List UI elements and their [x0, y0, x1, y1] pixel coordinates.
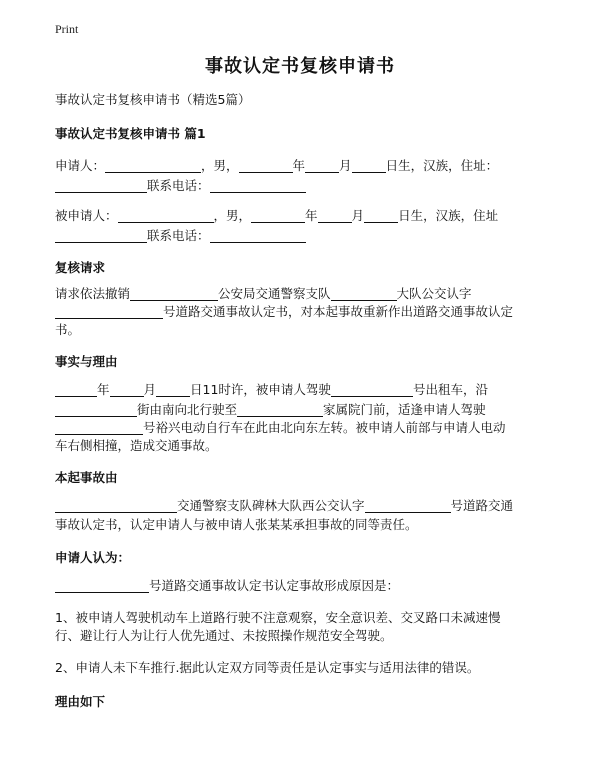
- blank-field: [365, 498, 451, 513]
- blank-field: [55, 578, 149, 593]
- blank-field: [55, 382, 97, 397]
- review-line-2: 号道路交通事故认定书，对本起事故重新作出道路交通事故认定: [55, 302, 513, 322]
- point-1-line-2: 行、避让行人为让行人优先通过、未按照操作规范安全驾驶。: [55, 628, 393, 643]
- blank-field: [331, 286, 397, 301]
- applicant-view-heading: 申请人认为：: [55, 550, 131, 565]
- blank-field: [55, 498, 177, 513]
- respondent-label: 被申请人：: [55, 208, 118, 223]
- blank-field: [352, 158, 386, 173]
- review-line-1: 请求依法撤销 公安局交通警察支队 大队公交认字: [55, 286, 472, 301]
- blank-field: [237, 402, 323, 417]
- blank-field: [210, 178, 306, 193]
- point-2-line: 2、申请人未下车推行.据此认定双方同等责任是认定事实与适用法律的错误。: [55, 660, 480, 675]
- applicant-line-2: [55, 176, 306, 196]
- respondent-line-1: 被申请人： ，男， 年 月 日生，汉族，住址: [55, 208, 499, 223]
- document-subtitle: 事故认定书复核申请书（精选5篇）: [55, 92, 251, 107]
- cause-heading: 本起事故由: [55, 470, 118, 485]
- blank-field: [55, 420, 143, 435]
- applicant-label: 申请人：: [55, 158, 106, 173]
- review-request-heading: 复核请求: [55, 260, 106, 275]
- phone-label: 联系电话：: [147, 178, 210, 193]
- blank-field: [55, 402, 137, 417]
- review-line-3: 书。: [55, 322, 81, 337]
- blank-field: [331, 382, 413, 397]
- applicant-view-line-1: 号道路交通事故认定书认定事故形成原因是：: [55, 576, 399, 596]
- applicant-line-1: 申请人： ，男， 年 月 日生，汉族，住址：: [55, 158, 499, 173]
- blank-field: [105, 158, 201, 173]
- blank-field: [210, 228, 306, 243]
- section-heading: 事故认定书复核申请书 篇1: [55, 126, 206, 141]
- blank-field: [318, 208, 352, 223]
- blank-field: [110, 382, 144, 397]
- blank-field: [305, 158, 339, 173]
- blank-field: [55, 228, 147, 243]
- blank-field: [130, 286, 218, 301]
- print-link[interactable]: Print: [55, 22, 79, 36]
- reason-heading: 理由如下: [55, 694, 106, 709]
- blank-field: [251, 208, 305, 223]
- blank-field: [55, 178, 147, 193]
- blank-field: [55, 304, 163, 319]
- point-1-line-1: 1、被申请人驾驶机动车上道路行驶不注意观察，安全意识差、交叉路口未减速慢: [55, 610, 501, 625]
- facts-line-1: 年 月 日11时许，被申请人驾驶 号出租车，沿: [55, 380, 488, 400]
- facts-line-2: 街由南向北行驶至 家属院门前，适逢申请人驾驶: [55, 400, 486, 420]
- document-title: 事故认定书复核申请书: [205, 56, 395, 77]
- cause-line-1: 交通警察支队碑林大队西公交认字 号道路交通: [55, 496, 513, 516]
- facts-line-3: 号裕兴电动自行车在此由北向东左转。被申请人前部与申请人电动: [55, 418, 506, 438]
- facts-line-4: 车右侧相撞，造成交通事故。: [55, 438, 218, 453]
- blank-field: [239, 158, 293, 173]
- cause-line-2: 事故认定书，认定申请人与被申请人张某某承担事故的同等责任。: [55, 517, 418, 532]
- blank-field: [118, 208, 214, 223]
- phone-label: 联系电话：: [147, 228, 210, 243]
- blank-field: [156, 382, 190, 397]
- respondent-line-2: [55, 226, 306, 246]
- facts-heading: 事实与理由: [55, 354, 118, 369]
- blank-field: [364, 208, 398, 223]
